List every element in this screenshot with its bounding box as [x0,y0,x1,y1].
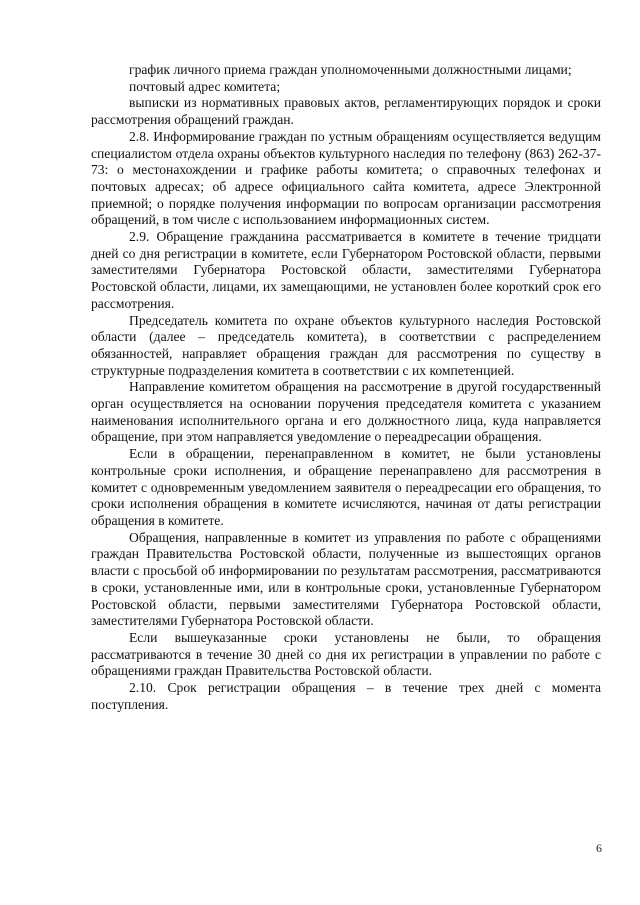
paragraph: Если вышеуказанные сроки установлены не были, то обращения рассматриваются в течение 30 дней со дня их регистрации в управлении по работе с обращениями граждан Правительства Ростовской области. [91,629,601,679]
paragraph: график личного приема граждан уполномоченными должностными лицами; [129,62,572,77]
paragraph: Направление комитетом обращения на рассмотрение в другой государственный орган осуществляется на основании поручения председателя комитета с указанием наименования исполнительного органа и его должностного лица, куда направляется обращение, при этом направляется уведомление о переадресации обращения. [91,379,601,445]
paragraph-section-2-9: 2.9. Обращение гражданина рассматривается в комитете в течение тридцати дней со дня регистрации в комитете, если Губернатором Ростовской области, первыми заместителями Губернатора Ростовской области, заместителями Губернатора Ростовской области, лицами, их замещающими, не установлен более короткий срок его рассмотрения. [91,229,601,311]
paragraph: Если в обращении, перенаправленном в комитет, не были установлены контрольные сроки исполнения, и обращение перенаправлено для рассмотрения в комитет с одновременным уведомлением заявителя о переадресации его обращения, то сроки исполнения обращения в комитете исчисляются, начиная от даты регистрации обращения в комитете. [91,446,601,528]
document-body [91,62,601,713]
paragraph-section-2-10: 2.10. Срок регистрации обращения – в течение трех дней с момента поступления. [91,680,601,712]
paragraph: выписки из нормативных правовых актов, регламентирующих порядок и сроки рассмотрения обращений граждан. [91,95,601,128]
paragraph-section-2-8: 2.8. Информирование граждан по устным обращениям осуществляется ведущим специалистом отдела охраны объектов культурного наследия по телефону (863) 262-37-73: о местонахождении и графике работы комитета; о справочных телефонах и почтовых адресах; об адресе официального сайта комитета, адресе Электронной приемной; о порядке получения информации по вопросам организации рассмотрения обращений, в том числе с использованием информационных систем. [91,128,601,228]
page-number: 6 [596,841,602,855]
paragraph: Обращения, направленные в комитет из управления по работе с обращениями граждан Правительства Ростовской области, полученные из вышестоящих органов власти с просьбой об информировании по результатам рассмотрения, рассматриваются в сроки, установленные ими, или в контрольные сроки, установленные Губернатором Ростовской области, первыми заместителями Губернатора Ростовской области, заместителями Губернатора Ростовской области. [91,529,601,629]
paragraph: почтовый адрес комитета; [129,78,281,94]
paragraph: Председатель комитета по охране объектов культурного наследия Ростовской области (далее – председатель комитета), в соответствии с распределением обязанностей, направляет обращения граждан для рассмотрения по существу в структурные подразделения комитета в соответствии с их компетенцией. [91,312,601,378]
